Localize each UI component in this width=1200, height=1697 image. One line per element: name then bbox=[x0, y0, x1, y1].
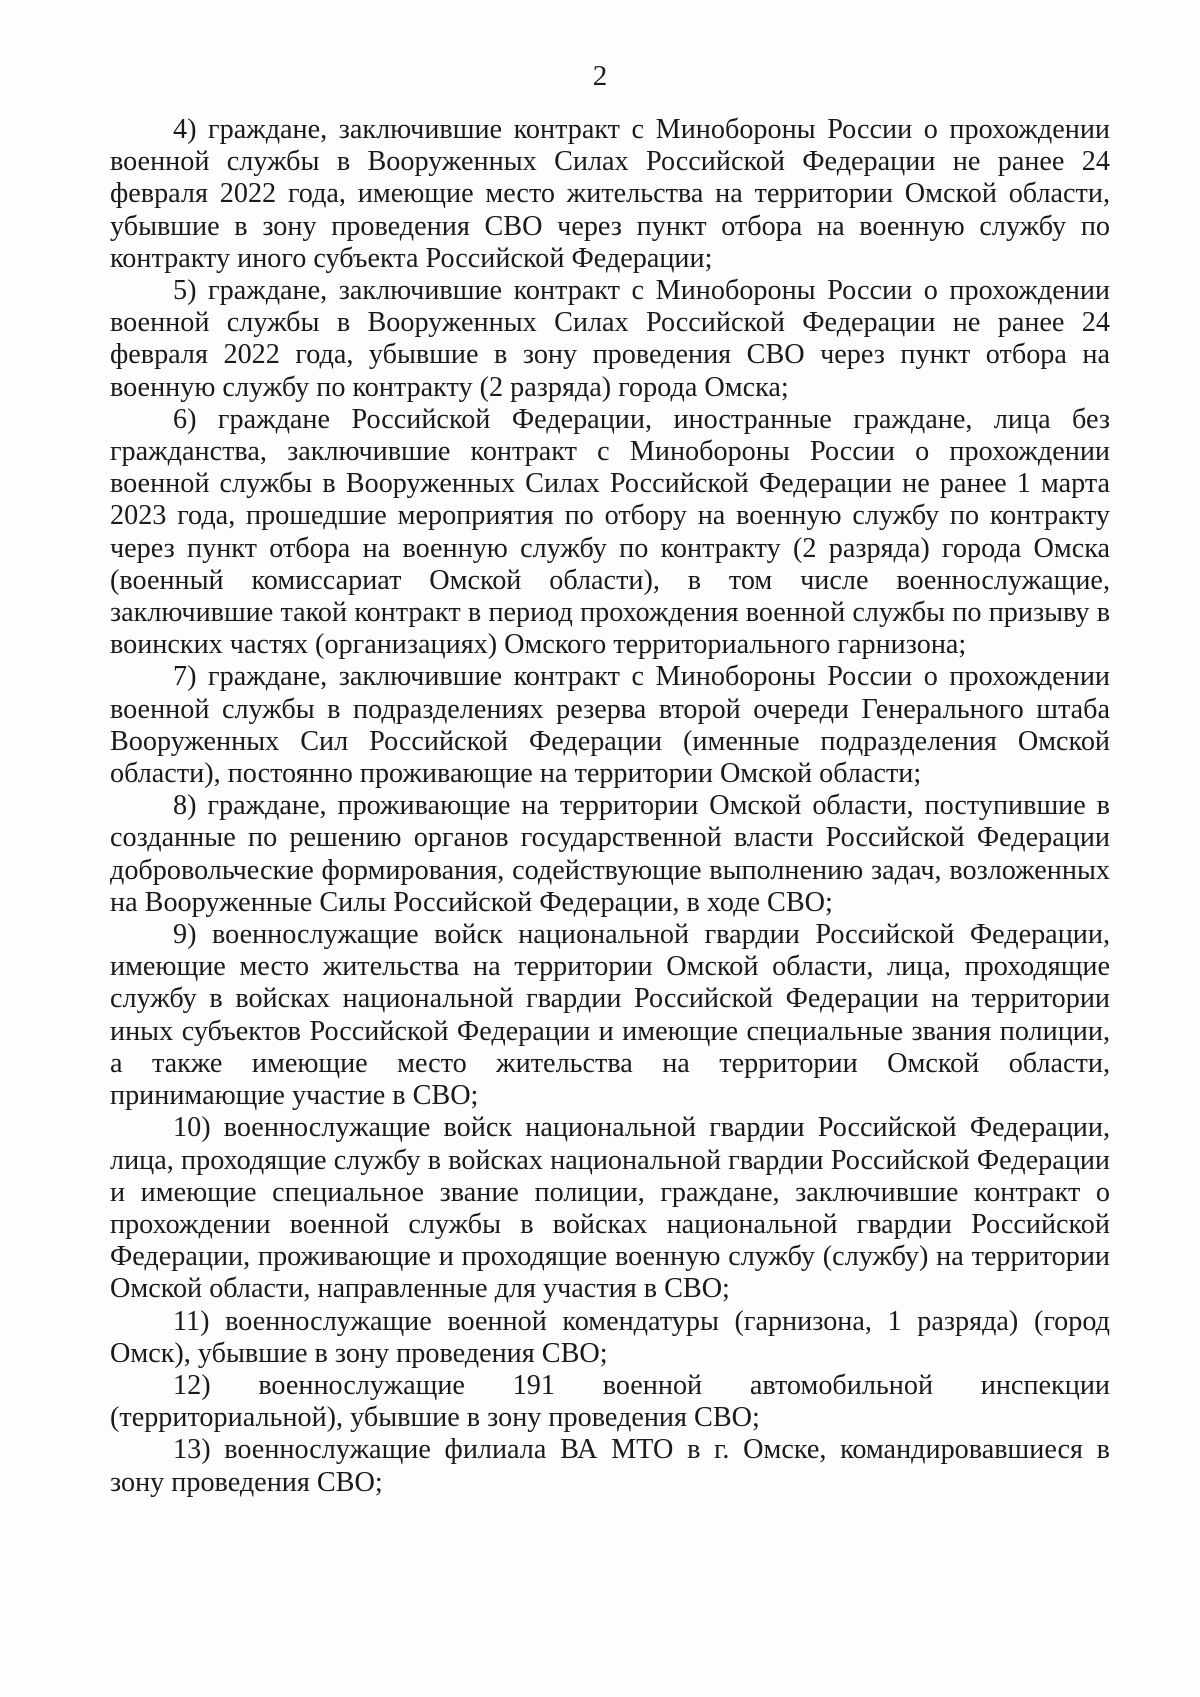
list-item-11: 11) военнослужащие военной комендатуры (гарнизона, 1 разряда) (город Омск), убывшие в зону проведения СВО; bbox=[110, 1305, 1110, 1369]
list-item-4: 4) граждане, заключившие контракт с Минобороны России о прохождении военной службы в Вооруженных Силах Российской Федерации не ранее 24 февраля 2022 года, имеющие место жительства на территории Омской области, убывшие в зону проведения СВО через пункт отбора на военную службу по контракту иного субъекта Российской Федерации; bbox=[110, 114, 1110, 274]
list-item-10: 10) военнослужащие войск национальной гвардии Российской Федерации, лица, проходящие службу в войсках национальной гвардии Российской Федерации и имеющие специальное звание полиции, граждане, заключившие контракт о прохождении военной службы в войсках национальной гвардии Российской Федерации, проживающие и проходящие военную службу (службу) на территории Омской области, направленные для участия в СВО; bbox=[110, 1112, 1110, 1305]
list-item-5: 5) граждане, заключившие контракт с Минобороны России о прохождении военной службы в Вооруженных Силах Российской Федерации не ранее 24 февраля 2022 года, убывшие в зону проведения СВО через пункт отбора на военную службу по контракту (2 разряда) города Омска; bbox=[110, 275, 1110, 403]
document-body bbox=[110, 114, 1110, 1499]
list-item-12: 12) военнослужащие 191 военной автомобильной инспекции (территориальной), убывшие в зону проведения СВО; bbox=[110, 1369, 1110, 1434]
page-number: 2 bbox=[592, 60, 608, 92]
list-item-8: 8) граждане, проживающие на территории Омской области, поступившие в созданные по решению органов государственной власти Российской Федерации добровольческие формирования, содействующие выполнению задач, возложенных на Вооруженные Силы Российской Федерации, в ходе СВО; bbox=[110, 790, 1110, 918]
list-item-7: 7) граждане, заключившие контракт с Минобороны России о прохождении военной службы в подразделениях резерва второй очереди Генерального штаба Вооруженных Сил Российской Федерации (именные подразделения Омской области), постоянно проживающие на территории Омской области; bbox=[110, 661, 1110, 790]
list-item-9: 9) военнослужащие войск национальной гвардии Российской Федерации, имеющие место жительства на территории Омской области, лица, проходящие службу в войсках национальной гвардии Российской Федерации на территории иных субъектов Российской Федерации и имеющие специальные звания полиции, а также имеющие место жительства на территории Омской области, принимающие участие в СВО; bbox=[110, 919, 1110, 1112]
list-item-6: 6) граждане Российской Федерации, иностранные граждане, лица без гражданства, заключившие контракт с Минобороны России о прохождении военной службы в Вооруженных Силах Российской Федерации не ранее 1 марта 2023 года, прошедшие мероприятия по отбору на военную службу по контракту через пункт отбора на военную службу по контракту (2 разряда) города Омска (военный комиссариат Омской области), в том числе военнослужащие, заключившие такой контракт в период прохождения военной службы по призыву в воинских частях (организациях) Омского территориального гарнизона; bbox=[110, 403, 1110, 661]
list-item-13: 13) военнослужащие филиала ВА МТО в г. Омске, командировавшиеся в зону проведения СВО; bbox=[110, 1434, 1110, 1498]
